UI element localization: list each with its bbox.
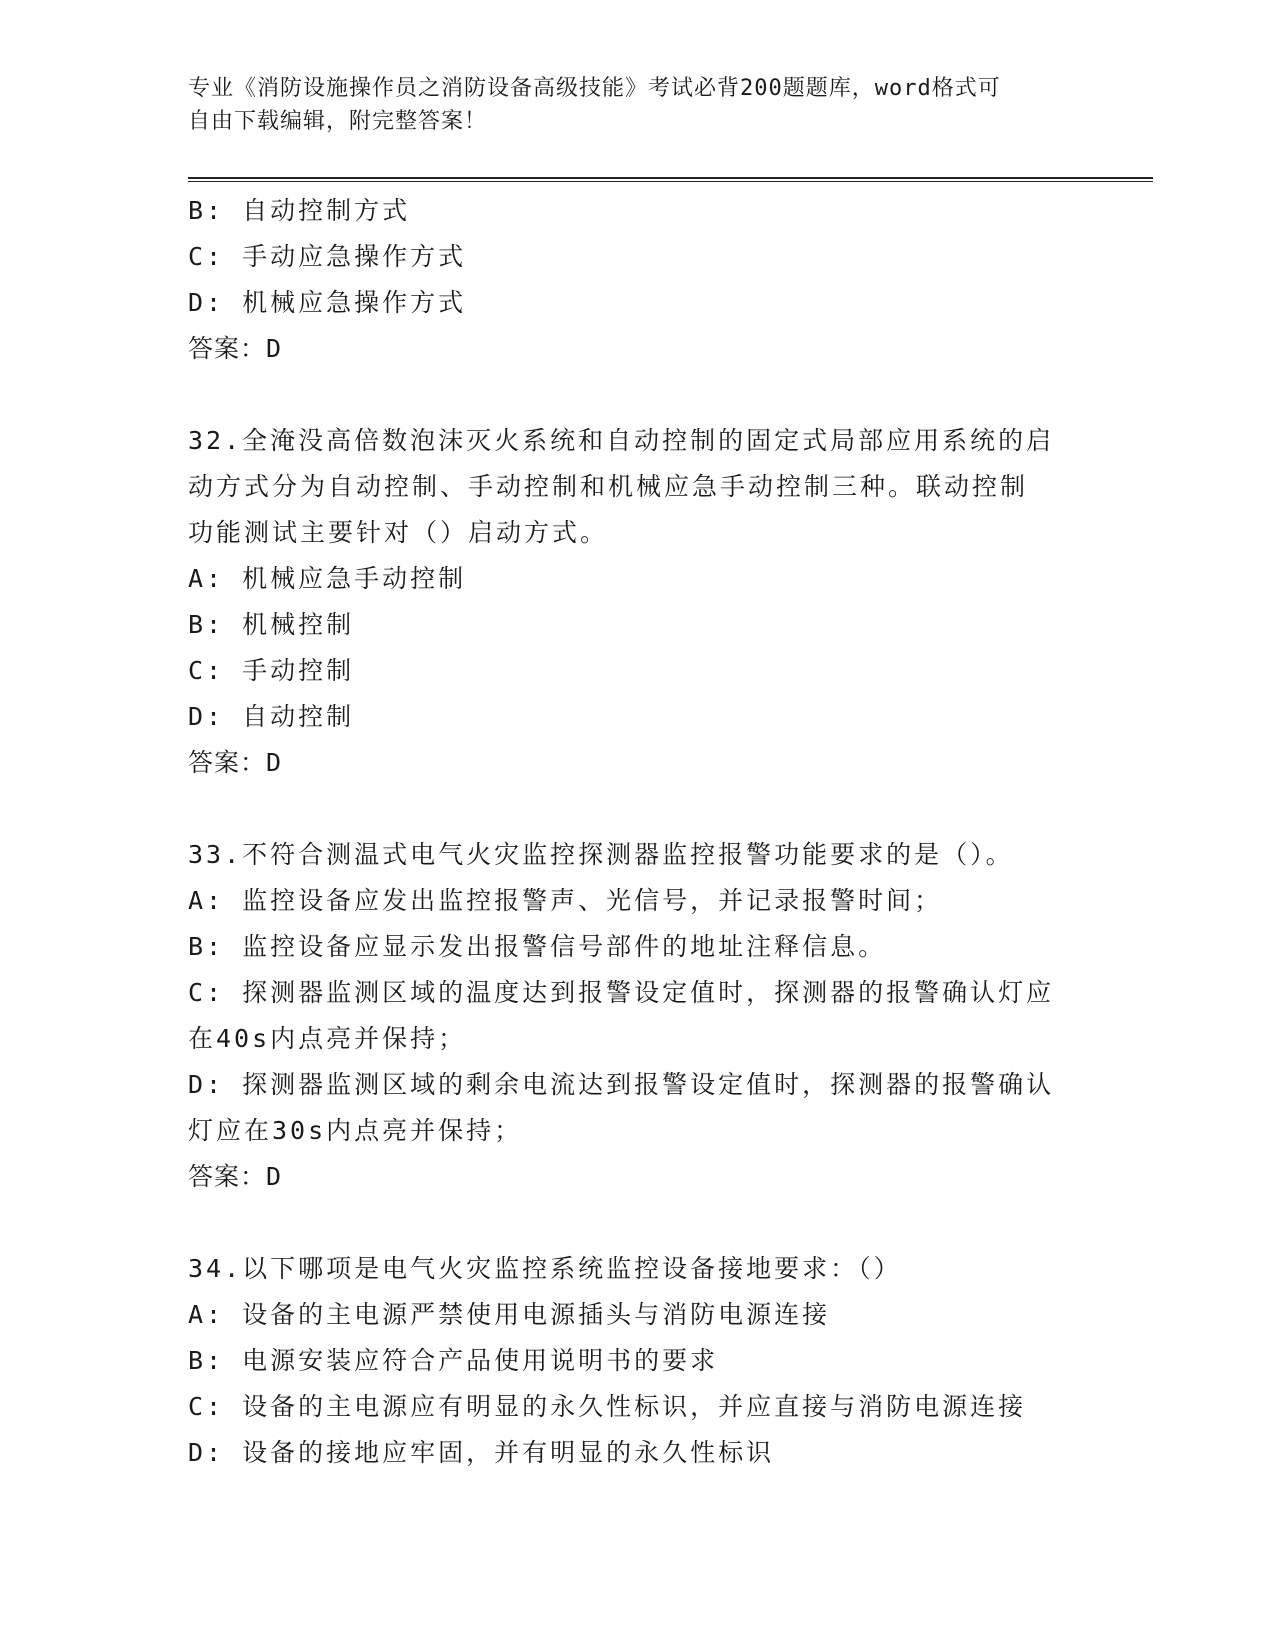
question-block-33: [188, 832, 1088, 1200]
option-d: D: 机械应急操作方式: [188, 288, 467, 317]
question-stem-line: 动方式分为自动控制、手动控制和机械应急手动控制三种。联动控制: [188, 472, 1029, 501]
question-stem-line: 34.以下哪项是电气火灾监控系统监控设备接地要求：（）: [188, 1254, 902, 1283]
option-d: D: 设备的接地应牢固，并有明显的永久性标识: [188, 1438, 775, 1467]
option-a: A: 监控设备应发出监控报警声、光信号，并记录报警时间；: [188, 886, 943, 915]
option-d: D: 探测器监测区域的剩余电流达到报警设定值时，探测器的报警确认: [188, 1070, 1055, 1099]
option-c: C: 设备的主电源应有明显的永久性标识，并应直接与消防电源连接: [188, 1392, 1027, 1421]
document-header: [188, 72, 1088, 138]
option-d: D: 自动控制: [188, 702, 355, 731]
option-b: B: 机械控制: [188, 610, 355, 639]
question-stem-line: 32.全淹没高倍数泡沫灭火系统和自动控制的固定式局部应用系统的启: [188, 426, 1055, 455]
option-c: C: 探测器监测区域的温度达到报警设定值时，探测器的报警确认灯应: [188, 978, 1055, 1007]
spacer: [188, 786, 1088, 832]
spacer: [188, 1200, 1088, 1246]
option-c: C: 手动控制: [188, 656, 355, 685]
option-a: A: 设备的主电源严禁使用电源插头与消防电源连接: [188, 1300, 831, 1329]
question-block-32: [188, 418, 1088, 786]
option-b: B: 电源安装应符合产品使用说明书的要求: [188, 1346, 719, 1375]
answer: 答案：D: [188, 1162, 283, 1191]
spacer: [188, 372, 1088, 418]
answer: 答案：D: [188, 748, 283, 777]
header-divider-thin: [188, 181, 1153, 182]
header-line-1: 专业《消防设施操作员之消防设备高级技能》考试必背200题题库，word格式可: [188, 76, 1001, 101]
document-body: [188, 188, 1088, 1476]
header-divider-thick: [188, 177, 1153, 179]
option-c: C: 手动应急操作方式: [188, 242, 467, 271]
question-stem-line: 功能测试主要针对（）启动方式。: [188, 518, 609, 547]
option-b: B: 自动控制方式: [188, 196, 411, 225]
option-c-continued: 在40s内点亮并保持；: [188, 1024, 467, 1053]
header-line-2: 自由下载编辑，附完整答案！: [188, 109, 488, 134]
option-d-continued: 灯应在30s内点亮并保持；: [188, 1116, 523, 1145]
question-block-34: [188, 1246, 1088, 1476]
question-block-31-carryover: [188, 188, 1088, 372]
answer: 答案：D: [188, 334, 283, 363]
question-stem-line: 33.不符合测温式电气火灾监控探测器监控报警功能要求的是（）。: [188, 840, 1014, 869]
option-b: B: 监控设备应显示发出报警信号部件的地址注释信息。: [188, 932, 887, 961]
option-a: A: 机械应急手动控制: [188, 564, 467, 593]
